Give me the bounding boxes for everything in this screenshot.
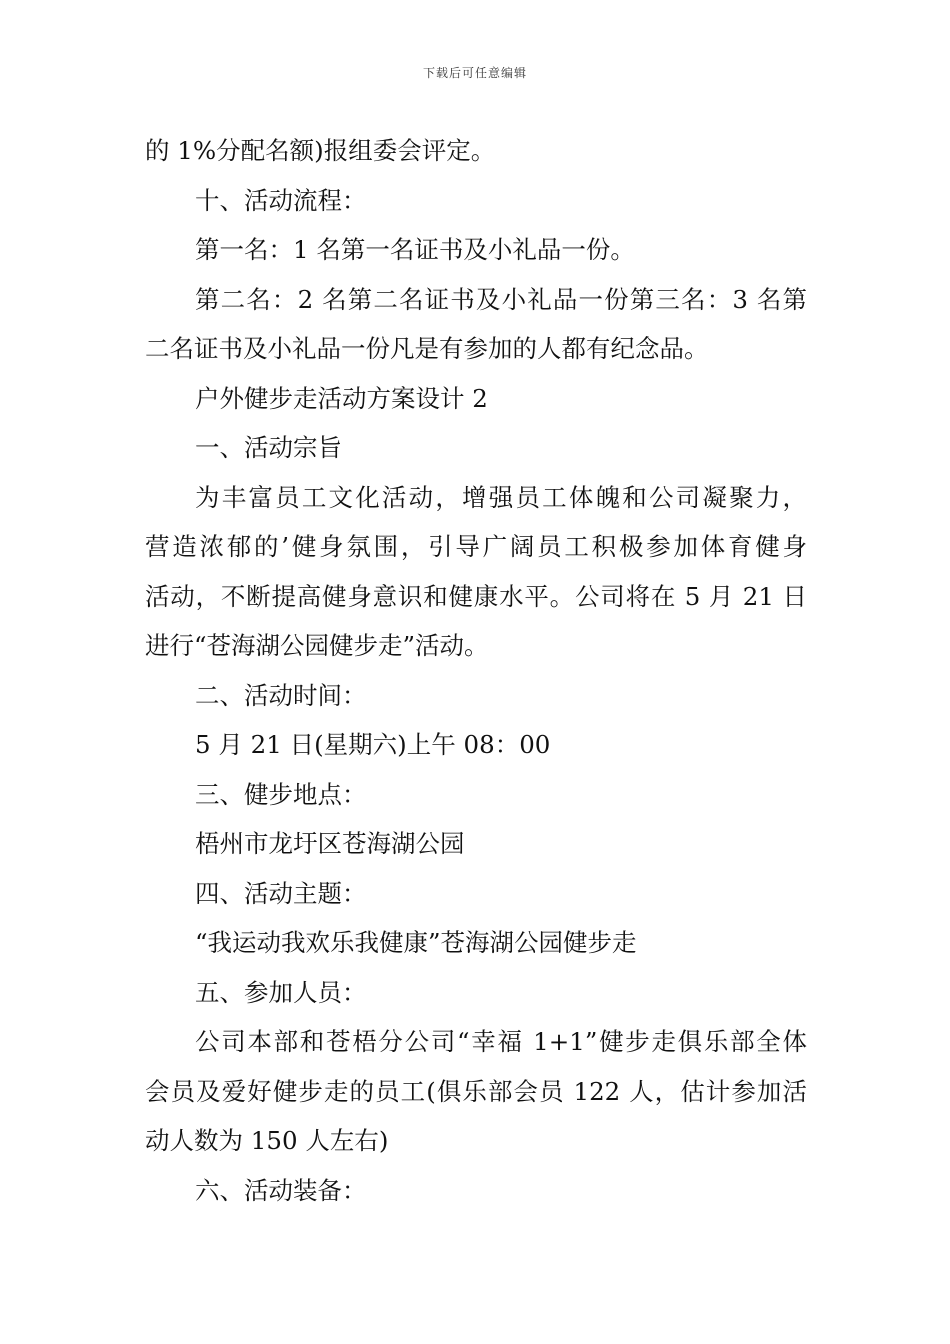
paragraph-line: 第二名：2 名第二名证书及小礼品一份第三名：3 名第	[195, 284, 807, 314]
paragraph-line: 一、活动宗旨	[195, 433, 342, 462]
paragraph-line: 公司本部和苍梧分公司“幸福 1+1”健步走俱乐部全体	[195, 1027, 807, 1056]
paragraph-line: 营造浓郁的’健身氛围，引导广阔员工积极参加体育健身	[145, 532, 807, 561]
paragraph-line: 会员及爱好健步走的员工(俱乐部会员 122 人，估计参加活	[145, 1076, 807, 1106]
paragraph-line: 5 月 21 日(星期六)上午 08：00	[195, 730, 551, 759]
paragraph-line: 三、健步地点：	[195, 779, 367, 809]
paragraph-line: 十、活动流程：	[195, 185, 367, 215]
paragraph-line: 户外健步走活动方案设计 2	[195, 383, 488, 413]
paragraph-line: 动人数为 150 人左右)	[145, 1126, 389, 1155]
document-body	[145, 126, 807, 1215]
page-header-note: 下载后可任意编辑	[422, 66, 527, 80]
paragraph-line: 的 1%分配名额)报组委会评定。	[145, 136, 496, 165]
paragraph-line: 进行“苍海湖公园健步走”活动。	[145, 631, 489, 660]
paragraph-line: 五、参加人员：	[195, 977, 367, 1007]
paragraph-line: 为丰富员工文化活动，增强员工体魄和公司凝聚力，	[195, 482, 807, 512]
paragraph-line: 第一名：1 名第一名证书及小礼品一份。	[195, 235, 635, 264]
paragraph-line: 四、活动主题：	[195, 878, 367, 908]
paragraph-line: 二名证书及小礼品一份凡是有参加的人都有纪念品。	[145, 334, 709, 363]
paragraph-line: 二、活动时间：	[195, 680, 367, 710]
paragraph-line: 六、活动装备：	[195, 1175, 367, 1205]
paragraph-line: 梧州市龙圩区苍海湖公园	[195, 829, 465, 858]
paragraph-line: 活动，不断提高健身意识和健康水平。公司将在 5 月 21 日	[145, 581, 807, 611]
paragraph-line: “我运动我欢乐我健康”苍海湖公园健步走	[195, 928, 637, 957]
